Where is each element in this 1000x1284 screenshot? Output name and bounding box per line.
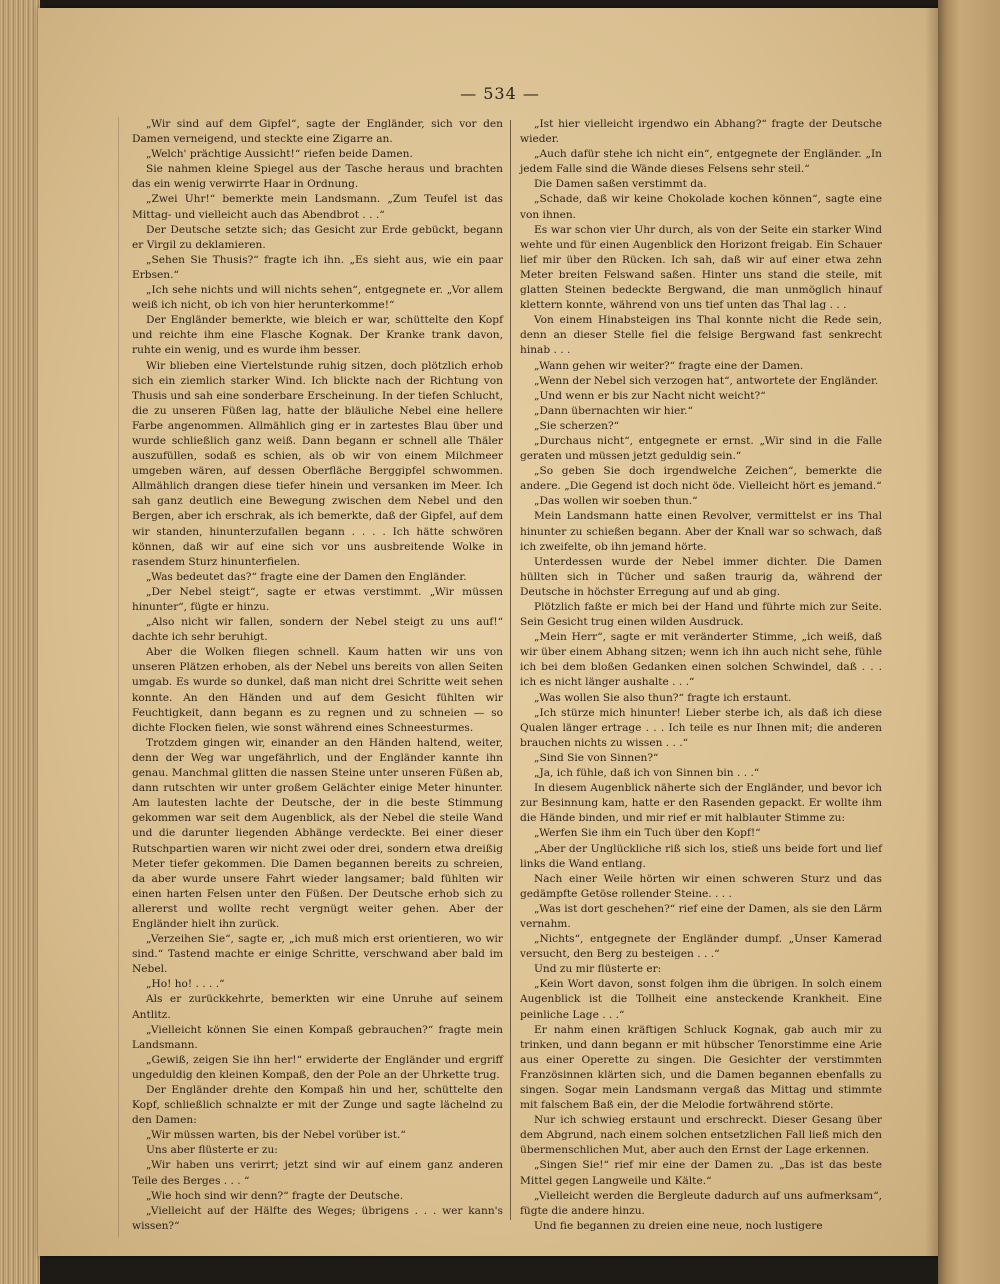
- paragraph: „Das wollen wir soeben thun.“: [534, 495, 698, 508]
- paragraph: „Mein Herr“, sagte er mit veränderter Stimme, „ich weiß, daß wir über einem Abhang sitzen; wenn ich ihn auch nicht sehe, fühle ich bei dem bloßen Gedanken einen solchen Schwindel, daß . . . ich es nicht länger aushalte . . .“: [520, 631, 882, 689]
- paragraph: Die Damen saßen verstimmt da.: [534, 178, 707, 191]
- adjacent-page-edge: [938, 0, 1000, 1284]
- paragraph: „Und wenn er bis zur Nacht nicht weicht?“: [534, 389, 766, 402]
- paragraph: Unterdessen wurde der Nebel immer dichter. Die Damen hüllten sich in Tücher und saßen traurig da, während der Deutsche in höchster Erregung auf und ab ging.: [520, 555, 882, 598]
- paragraph: Plötzlich faßte er mich bei der Hand und führte mich zur Seite. Sein Gesicht trug einen wilden Ausdruck.: [520, 601, 882, 629]
- paragraph: „Durchaus nicht“, entgegnete er ernst. „Wir sind in die Falle geraten und müssen jetzt geduldig sein.“: [520, 434, 882, 463]
- paragraph: Und fie begannen zu dreien eine neue, noch lustigere: [534, 1219, 823, 1232]
- paragraph: „Wir haben uns verirrt; jetzt sind wir auf einem ganz anderen Teile des Berges . . . “: [132, 1159, 503, 1187]
- paragraph: Uns aber flüsterte er zu:: [146, 1144, 278, 1157]
- paragraph: „Ist hier vielleicht irgendwo ein Abhang?“ fragte der Deutsche wieder.: [520, 118, 882, 146]
- paragraph: Und zu mir flüsterte er:: [534, 963, 662, 976]
- text-column-right: [520, 117, 882, 1234]
- paragraph: „Gewiß, zeigen Sie ihn her!“ erwiderte der Engländer und ergriff ungeduldig den kleinen Kompaß, den der Pole an der Uhrkette trug.: [132, 1053, 503, 1081]
- paragraph: „Ich stürze mich hinunter! Lieber sterbe ich, als daß ich diese Qualen länger ertrage . . . Ich teile es nur Ihnen mit; die anderen brauchen nichts zu wissen . . .“: [520, 706, 882, 749]
- paragraph: „Der Nebel steigt“, sagte er etwas verstimmt. „Wir müssen hinunter“, fügte er hinzu.: [132, 585, 503, 613]
- column-rule-left: [118, 117, 119, 1237]
- paragraph: „Aber der Unglückliche riß sich los, stieß uns beide fort und lief links die Wand entlang.: [520, 842, 882, 870]
- paragraph: Der Engländer bemerkte, wie bleich er war, schüttelte den Kopf und reichte ihm eine Flasche Kognak. Der Kranke trank davon, ruhte ein wenig, und es wurde ihm besser.: [132, 314, 503, 357]
- paragraph: „Sie scherzen?“: [534, 419, 620, 432]
- paragraph: Von einem Hinabsteigen ins Thal konnte nicht die Rede sein, denn an dieser Stelle fiel die felsige Bergwand fast senkrecht hinab . . .: [520, 314, 882, 357]
- paragraph: „Kein Wort davon, sonst folgen ihm die übrigen. In solch einem Augenblick ist die Tollheit eine ansteckende Krankheit. Eine peinliche Lage . . .“: [520, 978, 882, 1021]
- paragraph: „Nichts“, entgegnete der Engländer dumpf. „Unser Kamerad versucht, den Berg zu besteigen . . .“: [520, 933, 882, 961]
- paragraph: „Wie hoch sind wir denn?“ fragte der Deutsche.: [146, 1189, 404, 1202]
- paragraph: „Also nicht wir fallen, sondern der Nebel steigt zu uns auf!“ dachte ich sehr beruhigt.: [132, 616, 503, 644]
- paragraph: „Zwei Uhr!“ bemerkte mein Landsmann. „Zum Teufel ist das Mittag- und vielleicht auch das Abendbrot . . .“: [132, 193, 503, 221]
- column-divider: [510, 120, 511, 1220]
- paragraph: „Wir müssen warten, bis der Nebel vorüber ist.“: [146, 1129, 406, 1142]
- paragraph: Es war schon vier Uhr durch, als von der Seite ein starker Wind wehte und für einen Augenblick den Horizont freigab. Ein Schauer lief mir über den Rücken. Ich sah, daß wir auf einer etwa zehn Meter breiten Felswand saßen. Hinter uns stand die steile, mit glatten Steinen bedeckte Bergwand, die man unmöglich hinauf klettern konnte, während von uns tief unten das Thal lag . . .: [520, 223, 882, 312]
- paragraph: Mein Landsmann hatte einen Revolver, vermittelst er ins Thal hinunter zu schießen begann. Aber der Knall war so schwach, daß ich zweifelte, ob ihn jemand hörte.: [520, 510, 882, 553]
- paragraph: „Vielleicht können Sie einen Kompaß gebrauchen?“ fragte mein Landsmann.: [132, 1023, 503, 1051]
- paragraph: „So geben Sie doch irgendwelche Zeichen“, bemerkte die andere. „Die Gegend ist doch nicht öde. Vielleicht hört es jemand.“: [520, 465, 882, 493]
- paragraph: „Vielleicht werden die Bergleute dadurch auf uns aufmerksam“, fügte die andere hinzu.: [520, 1189, 882, 1217]
- paragraph: „Verzeihen Sie“, sagte er, „ich muß mich erst orientieren, wo wir sind.“ Tastend machte er einige Schritte, verschwand aber bald im Nebel.: [132, 933, 503, 976]
- paragraph: Nach einer Weile hörten wir einen schweren Sturz und das gedämpfte Getöse rollender Steine. . . .: [520, 872, 882, 900]
- paragraph: Er nahm einen kräftigen Schluck Kognak, gab auch mir zu trinken, und dann begann er mit hübscher Tenorstimme eine Arie aus einer Operette zu singen. Die Gesichter der verstimmten Französinnen klärten sich, und die Damen begannen ebenfalls zu singen. Sogar mein Landsmann vergaß das Mittag und stimmte mit falschem Baß ein, der die Melodie fortwährend störte.: [520, 1023, 882, 1112]
- paragraph: „Sehen Sie Thusis?“ fragte ich ihn. „Es sieht aus, wie ein paar Erbsen.“: [132, 253, 503, 281]
- paragraph: „Was wollen Sie also thun?“ fragte ich erstaunt.: [534, 691, 792, 704]
- paragraph: „Was ist dort geschehen?“ rief eine der Damen, als sie den Lärm vernahm.: [520, 902, 882, 930]
- paragraph: Trotzdem gingen wir, einander an den Händen haltend, weiter, denn der Weg war ungefährlich, und der Engländer kannte ihn genau. Manchmal glitten die nassen Steine unter unseren Füßen ab, dann rutschten wir unter großem Gelächter einige Meter hinunter. Am lautesten lachte der Deutsche, der in die beste Stimmung gekommen war seit dem Augenblick, als der Nebel die steile Wand und die darunter liegenden Abhänge verdeckte. Bei einer dieser Rutschpartien waren wir nicht zwei oder drei, sondern etwa dreißig Meter tiefer gekommen. Die Damen begannen bereits zu schreien, da aber wurde unsere Fahrt wieder langsamer; bald fühlten wir einen harten Felsen unter den Füßen. Der Deutsche erhob sich zu allererst und wollte recht vergnügt weiter gehen. Aber der Engländer hielt ihn zurück.: [132, 736, 503, 930]
- paragraph: „Sind Sie von Sinnen?“: [534, 751, 659, 764]
- paragraph: „Auch dafür stehe ich nicht ein“, entgegnete der Engländer. „In jedem Falle sind die Wände dieses Felsens sehr steil.“: [520, 148, 882, 176]
- paragraph: „Welch' prächtige Aussicht!“ riefen beide Damen.: [146, 148, 413, 161]
- paragraph: „Werfen Sie ihm ein Tuch über den Kopf!“: [534, 827, 761, 840]
- paragraph: „Dann übernachten wir hier.“: [534, 404, 693, 417]
- paragraph: „Singen Sie!“ rief mir eine der Damen zu. „Das ist das beste Mittel gegen Langweile und Kälte.“: [520, 1159, 882, 1187]
- paragraph: Wir blieben eine Viertelstunde ruhig sitzen, doch plötzlich erhob sich ein ziemlich starker Wind. Ich blickte nach der Richtung von Thusis und sah eine sonderbare Erscheinung. In der tiefen Schlucht, die zu unseren Füßen lag, hatte der bläuliche Nebel eine hellere Farbe angenommen. Allmählich ging er in zartestes Blau über und wurde schließlich ganz weiß. Dann begann er schnell alle Thäler auszufüllen, sodaß es schien, als ob wir von einem Milchmeer umgeben wären, auf dessen Oberfläche Berggipfel schwommen. Allmählich drangen diese tiefer hinein und versanken im Meer. Ich sah ganz deutlich eine Bewegung zwischen dem Nebel und den Bergen, aber ich erschrak, als ich bemerkte, daß der Gipfel, auf dem wir standen, hinunterzufallen begann . . . . Ich hätte schwören können, daß wir auf eine sich vor uns ausbreitende Wolke in rasendem Sturz hinunterfielen.: [132, 359, 503, 568]
- paragraph: Der Deutsche setzte sich; das Gesicht zur Erde gebückt, begann er Virgil zu deklamieren.: [132, 223, 503, 251]
- paragraph: Der Engländer drehte den Kompaß hin und her, schüttelte den Kopf, schließlich schnalzte er mit der Zunge und sagte lächelnd zu den Damen:: [132, 1084, 503, 1127]
- paragraph: „Wenn der Nebel sich verzogen hat“, antwortete der Engländer.: [534, 374, 879, 387]
- paragraph: Nur ich schwieg erstaunt und erschreckt. Dieser Gesang über dem Abgrund, nach einem solchen entsetzlichen Fall ließ mich den übermenschlichen Mut, aber auch den Ernst der Lage erkennen.: [520, 1114, 882, 1157]
- paragraph: Aber die Wolken fliegen schnell. Kaum hatten wir uns von unseren Plätzen erhoben, als der Nebel uns bereits von allen Seiten umgab. Es wurde so dunkel, daß man nicht drei Schritte weit sehen konnte. An den Händen und auf dem Gesicht fühlten wir Feuchtigkeit, dann begann es zu regnen und zu schneien — so dichte Flocken fielen, wie sonst während eines Schneesturmes.: [132, 646, 503, 734]
- paragraph: In diesem Augenblick näherte sich der Engländer, und bevor ich zur Besinnung kam, hatte er den Rasenden gepackt. Er wollte ihm die Hände binden, und mir rief er mit halblauter Stimme zu:: [520, 782, 882, 825]
- paragraph: „Wann gehen wir weiter?“ fragte eine der Damen.: [534, 359, 804, 372]
- paragraph: Sie nahmen kleine Spiegel aus der Tasche heraus und brachten das ein wenig verwirrte Haar in Ordnung.: [132, 163, 503, 191]
- book-page-edges: [0, 0, 40, 1284]
- paragraph: „Vielleicht auf der Hälfte des Weges; übrigens . . . wer kann's wissen?“: [132, 1204, 503, 1232]
- page-number: — 534 —: [460, 84, 540, 103]
- paragraph: „Ho! ho! . . . .“: [146, 978, 225, 991]
- paragraph: „Schade, daß wir keine Chokolade kochen können“, sagte eine von ihnen.: [520, 193, 882, 221]
- paragraph: „Ich sehe nichts und will nichts sehen“, entgegnete er. „Vor allem weiß ich nicht, ob ich von hier herunterkomme!“: [132, 284, 503, 312]
- text-column-left: [132, 117, 503, 1234]
- paragraph: „Wir sind auf dem Gipfel“, sagte der Engländer, sich vor den Damen verneigend, und steckte eine Zigarre an.: [132, 118, 503, 146]
- paragraph: Als er zurückkehrte, bemerkten wir eine Unruhe auf seinem Antlitz.: [132, 993, 503, 1021]
- paragraph: „Ja, ich fühle, daß ich von Sinnen bin . . .“: [534, 767, 760, 780]
- paragraph: „Was bedeutet das?“ fragte eine der Damen den Engländer.: [146, 570, 467, 583]
